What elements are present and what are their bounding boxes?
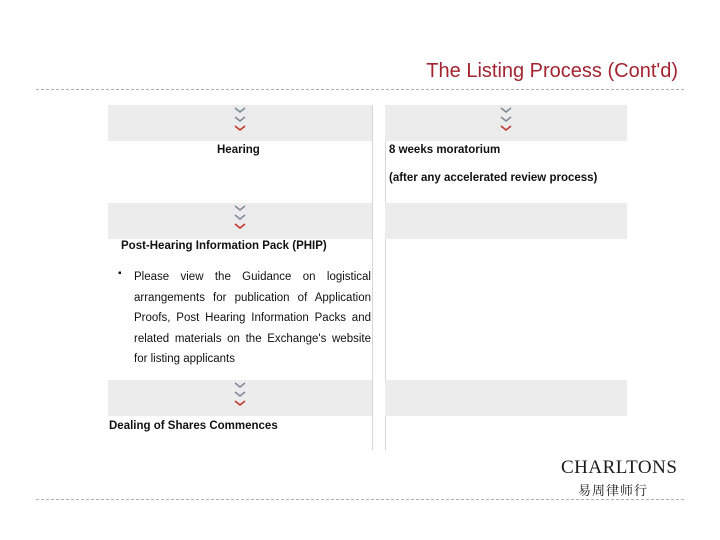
phip-heading: Post-Hearing Information Pack (PHIP)	[121, 240, 327, 252]
right-column	[385, 105, 627, 450]
hearing-label: Hearing	[217, 144, 260, 156]
phip-guidance-text: Please view the Guidance on logistical arrangements for publication of Application Proofs, Post Hearing Information Packs and related materials on the Exchange's website for listing applicants	[134, 271, 371, 366]
slide-title: The Listing Process (Cont'd)	[426, 60, 678, 82]
chevron-down-icon	[498, 106, 514, 136]
chevron-down-icon	[232, 106, 248, 136]
left-column	[108, 105, 372, 450]
connector-band	[385, 105, 627, 141]
review-note: (after any accelerated review process)	[389, 172, 598, 184]
empty-band	[385, 380, 627, 416]
dealing-label: Dealing of Shares Commences	[109, 420, 278, 432]
chevron-down-icon	[232, 381, 248, 411]
logo	[556, 452, 682, 498]
empty-band	[385, 203, 627, 239]
connector-band	[108, 380, 372, 416]
connector-band	[108, 203, 372, 239]
logo-chinese-name: 易周律师行	[578, 484, 649, 499]
title-divider	[36, 89, 684, 90]
chevron-down-icon	[232, 204, 248, 234]
column-divider	[372, 105, 373, 450]
logo-wordmark: CHARLTONS	[561, 457, 678, 478]
footer-divider	[36, 499, 684, 500]
process-table	[108, 105, 627, 450]
bullet-icon: ▪	[118, 268, 122, 279]
connector-band	[108, 105, 372, 141]
moratorium-label: 8 weeks moratorium	[389, 144, 501, 156]
